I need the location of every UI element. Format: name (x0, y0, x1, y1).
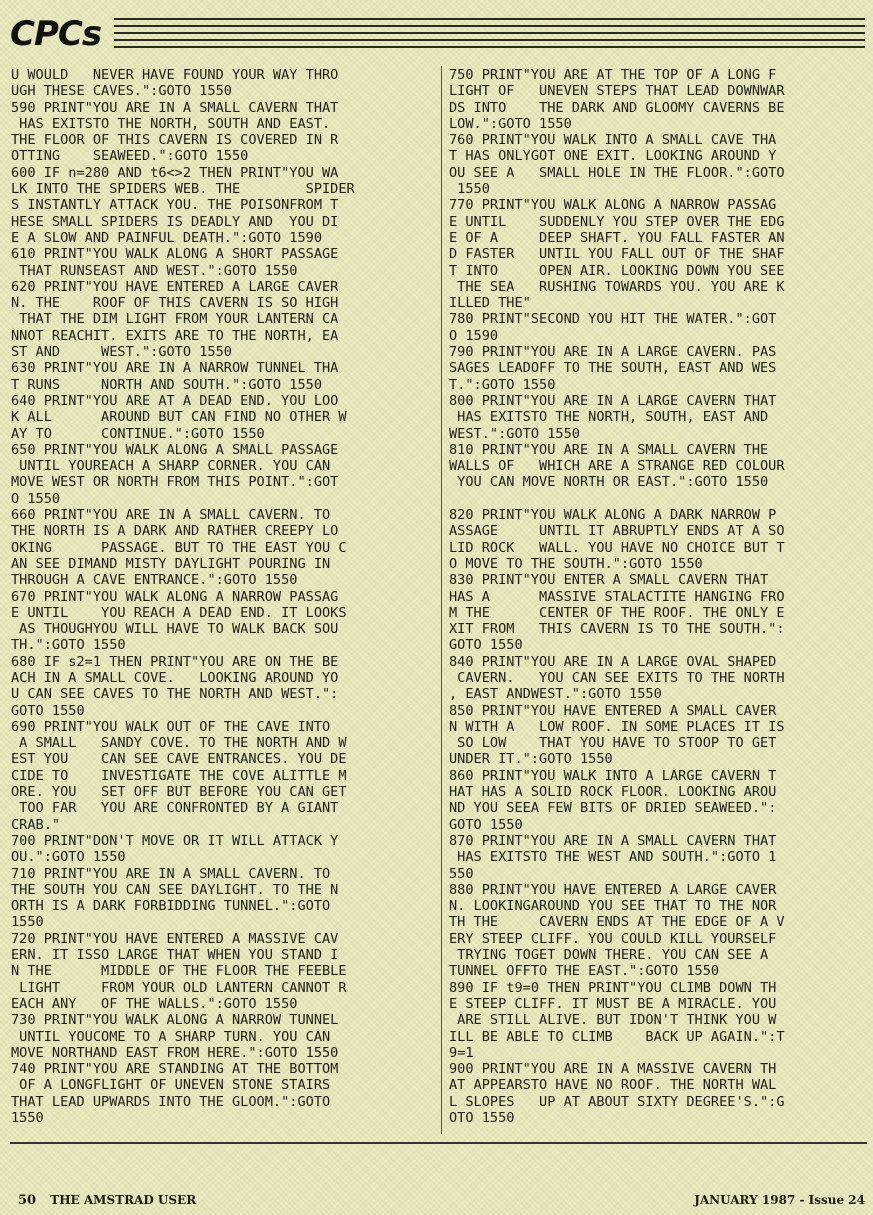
listing-line: 810 PRINT"YOU ARE IN A SMALL CAVERN THE (449, 441, 769, 458)
listing-line: ERN. IT ISSO LARGE THAT WHEN YOU STAND I (11, 947, 339, 964)
listing-line: GOTO 1550 (449, 816, 523, 833)
listing-line: E UNTIL SUDDENLY YOU STEP OVER THE EDG (449, 213, 785, 230)
listing-line: TRYING TOGET DOWN THERE. YOU CAN SEE A (449, 947, 769, 964)
listing-line: N. THE ROOF OF THIS CAVERN IS SO HIGH (11, 295, 339, 312)
listing-line: T RUNS NORTH AND SOUTH.":GOTO 1550 (11, 376, 322, 393)
listing-line: LIGHT FROM YOUR OLD LANTERN CANNOT R (11, 979, 347, 996)
listing-line: OTO 1550 (449, 1110, 515, 1126)
listing-line: K ALL AROUND BUT CAN FIND NO OTHER W (11, 409, 347, 426)
listing-line: THE NORTH IS A DARK AND RATHER CREEPY LO (11, 523, 339, 540)
listing-line: 870 PRINT"YOU ARE IN A SMALL CAVERN THAT (449, 832, 777, 849)
listing-line: HAS EXITSTO THE NORTH, SOUTH AND EAST. (11, 115, 331, 132)
listing-line: N. LOOKINGAROUND YOU SEE THAT TO THE NOR (449, 898, 777, 915)
listing-line: HAS A MASSIVE STALACTITE HANGING FRO (449, 588, 785, 605)
listing-line: ORE. YOU SET OFF BUT BEFORE YOU CAN GET (11, 784, 347, 801)
listing-left-column (11, 67, 431, 1137)
listing-line: WEST.":GOTO 1550 (449, 425, 580, 442)
listing-line: CAVERN. YOU CAN SEE EXITS TO THE NORTH (449, 669, 785, 686)
listing-line: T INTO OPEN AIR. LOOKING DOWN YOU SEE (449, 262, 785, 279)
listing-line: OTTING SEAWEED.":GOTO 1550 (11, 148, 249, 165)
listing-line: O 1550 (11, 490, 61, 507)
listing-line: XIT FROM THIS CAVERN IS TO THE SOUTH.": (449, 621, 785, 638)
listing-line: OU.":GOTO 1550 (11, 849, 126, 866)
listing-line: E STEEP CLIFF. IT MUST BE A MIRACLE. YOU (449, 995, 777, 1012)
listing-line: UNTIL YOUCOME TO A SHARP TURN. YOU CAN (11, 1028, 331, 1045)
listing-line: N WITH A LOW ROOF. IN SOME PLACES IT IS (449, 718, 785, 735)
listing-line: EST YOU CAN SEE CAVE ENTRANCES. YOU DE (11, 751, 347, 768)
listing-line: THE FLOOR OF THIS CAVERN IS COVERED IN R (11, 132, 339, 149)
listing-line: ILL BE ABLE TO CLIMB BACK UP AGAIN.":T (449, 1028, 785, 1045)
listing-line: 620 PRINT"YOU HAVE ENTERED A LARGE CAVER (11, 278, 339, 295)
listing-line: 670 PRINT"YOU WALK ALONG A NARROW PASSAG (11, 588, 339, 605)
listing-line: AY TO CONTINUE.":GOTO 1550 (11, 425, 265, 442)
listing-line: 9=1 (449, 1044, 474, 1061)
listing-line: 850 PRINT"YOU HAVE ENTERED A SMALL CAVER (449, 702, 777, 719)
listing-line: 660 PRINT"YOU ARE IN A SMALL CAVERN. TO (11, 507, 331, 524)
listing-line: 740 PRINT"YOU ARE STANDING AT THE BOTTOM (11, 1061, 339, 1078)
listing-line: GOTO 1550 (11, 702, 85, 719)
listing-line: ERY STEEP CLIFF. YOU COULD KILL YOURSELF (449, 930, 777, 947)
listing-line: S INSTANTLY ATTACK YOU. THE POISONFROM T (11, 197, 339, 214)
listing-line: AS THOUGHYOU WILL HAVE TO WALK BACK SOU (11, 621, 339, 638)
listing-line: 880 PRINT"YOU HAVE ENTERED A LARGE CAVER (449, 881, 777, 898)
listing-line: NNOT REACHIT. EXITS ARE TO THE NORTH, EA (11, 327, 339, 344)
listing-line: ST AND WEST.":GOTO 1550 (11, 344, 232, 361)
listing-line: 710 PRINT"YOU ARE IN A SMALL CAVERN. TO (11, 865, 331, 882)
listing-line: THAT RUNSEAST AND WEST.":GOTO 1550 (11, 262, 298, 279)
listing-line: HESE SMALL SPIDERS IS DEADLY AND YOU DI (11, 213, 339, 230)
listing-line: M THE CENTER OF THE ROOF. THE ONLY E (449, 604, 785, 621)
magazine-name: THE AMSTRAD USER (50, 1193, 197, 1207)
listing-line: 600 IF n=280 AND t6<>2 THEN PRINT"YOU WA (11, 164, 339, 181)
listing-line (449, 491, 864, 507)
listing-line: , EAST ANDWEST.":GOTO 1550 (449, 686, 662, 703)
listing-line: LK INTO THE SPIDERS WEB. THE SPIDER (11, 181, 355, 198)
listing-line: O 1590 (449, 327, 499, 344)
listing-line: GOTO 1550 (449, 637, 523, 654)
listing-line: 840 PRINT"YOU ARE IN A LARGE OVAL SHAPED (449, 653, 777, 670)
listing-line: N THE MIDDLE OF THE FLOOR THE FEEBLE (11, 963, 347, 980)
listing-line: ARE STILL ALIVE. BUT IDON'T THINK YOU W (449, 1012, 777, 1029)
listing-line: UNTIL YOUREACH A SHARP CORNER. YOU CAN (11, 458, 331, 475)
listing-line: 900 PRINT"YOU ARE IN A MASSIVE CAVERN TH (449, 1061, 777, 1078)
listing-line: T.":GOTO 1550 (449, 376, 556, 393)
listing-line: HAT HAS A SOLID ROCK FLOOR. LOOKING AROU (449, 784, 777, 801)
listing-line: THE SEA RUSHING TOWARDS YOU. YOU ARE K (449, 278, 785, 295)
listing-line: SO LOW THAT YOU HAVE TO STOOP TO GET (449, 735, 777, 752)
listing-line: 720 PRINT"YOU HAVE ENTERED A MASSIVE CAV (11, 930, 339, 947)
listing-line: EACH ANY OF THE WALLS.":GOTO 1550 (11, 995, 298, 1012)
listing-line: UGH THESE CAVES.":GOTO 1550 (11, 83, 232, 100)
listing-line: 690 PRINT"YOU WALK OUT OF THE CAVE INTO (11, 718, 331, 735)
listing-line: HAS EXITSTO THE WEST AND SOUTH.":GOTO 1 (449, 849, 777, 866)
section-logo: CPCs (10, 14, 102, 54)
column-divider (441, 66, 442, 1134)
listing-line: AN SEE DIMAND MISTY DAYLIGHT POURING IN (11, 555, 331, 572)
listing-line: E A SLOW AND PAINFUL DEATH.":GOTO 1590 (11, 229, 322, 246)
header-rules (114, 18, 865, 53)
listing-line: 680 IF s2=1 THEN PRINT"YOU ARE ON THE BE (11, 653, 339, 670)
listing-line: 770 PRINT"YOU WALK ALONG A NARROW PASSAG (449, 197, 777, 214)
page-number: 50 (18, 1193, 37, 1208)
listing-line: TUNNEL OFFTO THE EAST.":GOTO 1550 (449, 963, 720, 980)
listing-line: 1550 (449, 181, 490, 198)
listing-line: E OF A DEEP SHAFT. YOU FALL FASTER AN (449, 229, 785, 246)
listing-line: THROUGH A CAVE ENTRANCE.":GOTO 1550 (11, 572, 298, 589)
listing-line: THAT THE DIM LIGHT FROM YOUR LANTERN CA (11, 311, 339, 328)
listing-line: OU SEE A SMALL HOLE IN THE FLOOR.":GOTO (449, 164, 785, 181)
listing-right-column (449, 67, 864, 1137)
issue-label: JANUARY 1987 - Issue 24 (694, 1193, 865, 1207)
listing-line: 590 PRINT"YOU ARE IN A SMALL CAVERN THAT (11, 99, 339, 116)
listing-line: YOU CAN MOVE NORTH OR EAST.":GOTO 1550 (449, 474, 769, 491)
listing-line: CRAB." (11, 816, 61, 833)
listing-line: OF A LONGFLIGHT OF UNEVEN STONE STAIRS (11, 1077, 331, 1094)
listing-line: ORTH IS A DARK FORBIDDING TUNNEL.":GOTO (11, 898, 331, 915)
listing-line: THE SOUTH YOU CAN SEE DAYLIGHT. TO THE N (11, 881, 339, 898)
listing-line: D FASTER UNTIL YOU FALL OUT OF THE SHAF (449, 246, 785, 263)
listing-line: 890 IF t9=0 THEN PRINT"YOU CLIMB DOWN TH (449, 979, 777, 996)
listing-line: L SLOPES UP AT ABOUT SIXTY DEGREE'S.":G (449, 1093, 785, 1110)
listing-line: THAT LEAD UPWARDS INTO THE GLOOM.":GOTO (11, 1093, 331, 1110)
listing-line: SAGES LEADOFF TO THE SOUTH, EAST AND WES (449, 360, 777, 377)
listing-line: TH.":GOTO 1550 (11, 637, 126, 654)
listing-line: MOVE NORTHAND EAST FROM HERE.":GOTO 1550 (11, 1044, 339, 1061)
listing-line: 780 PRINT"SECOND YOU HIT THE WATER.":GOT (449, 311, 777, 328)
listing-line: 800 PRINT"YOU ARE IN A LARGE CAVERN THAT (449, 392, 777, 409)
listing-line: ILLED THE" (449, 295, 531, 312)
listing-line: T HAS ONLYGOT ONE EXIT. LOOKING AROUND Y (449, 148, 777, 165)
listing-line: LIGHT OF UNEVEN STEPS THAT LEAD DOWNWAR (449, 83, 785, 100)
listing-line: O MOVE TO THE SOUTH.":GOTO 1550 (449, 555, 703, 572)
listing-line: 750 PRINT"YOU ARE AT THE TOP OF A LONG F (449, 67, 777, 83)
listing-line: OKING PASSAGE. BUT TO THE EAST YOU C (11, 539, 347, 556)
listing-line: 820 PRINT"YOU WALK ALONG A DARK NARROW P (449, 507, 777, 524)
listing-line: LID ROCK WALL. YOU HAVE NO CHOICE BUT T (449, 539, 785, 556)
listing-line: CIDE TO INVESTIGATE THE COVE ALITTLE M (11, 767, 347, 784)
listing-line: E UNTIL YOU REACH A DEAD END. IT LOOKS (11, 604, 347, 621)
listing-line: TH THE CAVERN ENDS AT THE EDGE OF A V (449, 914, 785, 931)
footer-left (18, 1193, 196, 1208)
listing-line: LOW.":GOTO 1550 (449, 115, 572, 132)
listing-line: ACH IN A SMALL COVE. LOOKING AROUND YO (11, 669, 339, 686)
listing-line: WALLS OF WHICH ARE A STRANGE RED COLOUR (449, 458, 785, 475)
listing-line: 790 PRINT"YOU ARE IN A LARGE CAVERN. PAS (449, 344, 777, 361)
listing-line: ASSAGE UNTIL IT ABRUPTLY ENDS AT A SO (449, 523, 785, 540)
page-header (10, 10, 865, 58)
listing-line: DS INTO THE DARK AND GLOOMY CAVERNS BE (449, 99, 785, 116)
listing-line: AT APPEARSTO HAVE NO ROOF. THE NORTH WAL (449, 1077, 777, 1094)
listing-line: 700 PRINT"DON'T MOVE OR IT WILL ATTACK Y (11, 832, 339, 849)
listing-line: HAS EXITSTO THE NORTH, SOUTH, EAST AND (449, 409, 769, 426)
listing-line: UNDER IT.":GOTO 1550 (449, 751, 613, 768)
listing-line: U WOULD NEVER HAVE FOUND YOUR WAY THRO (11, 67, 339, 83)
listing-line: 1550 (11, 914, 44, 931)
listing-line: 550 (449, 865, 474, 882)
listing-line: U CAN SEE CAVES TO THE NORTH AND WEST.": (11, 686, 339, 703)
listing-line: ND YOU SEEA FEW BITS OF DRIED SEAWEED.": (449, 800, 777, 817)
listing-line: TOO FAR YOU ARE CONFRONTED BY A GIANT (11, 800, 339, 817)
listing-line: A SMALL SANDY COVE. TO THE NORTH AND W (11, 735, 347, 752)
listing-line: 760 PRINT"YOU WALK INTO A SMALL CAVE THA (449, 132, 777, 149)
listing-line: 730 PRINT"YOU WALK ALONG A NARROW TUNNEL (11, 1012, 339, 1029)
footer-rule (10, 1142, 867, 1144)
listing-line: MOVE WEST OR NORTH FROM THIS POINT.":GOT (11, 474, 339, 491)
listing-line: 830 PRINT"YOU ENTER A SMALL CAVERN THAT (449, 572, 769, 589)
listing-line: 630 PRINT"YOU ARE IN A NARROW TUNNEL THA (11, 360, 339, 377)
listing-line: 1550 (11, 1110, 44, 1126)
listing-line: 610 PRINT"YOU WALK ALONG A SHORT PASSAGE (11, 246, 339, 263)
listing-line: 640 PRINT"YOU ARE AT A DEAD END. YOU LOO (11, 392, 339, 409)
listing-line: 650 PRINT"YOU WALK ALONG A SMALL PASSAGE (11, 441, 339, 458)
listing-line: 860 PRINT"YOU WALK INTO A LARGE CAVERN T (449, 767, 777, 784)
